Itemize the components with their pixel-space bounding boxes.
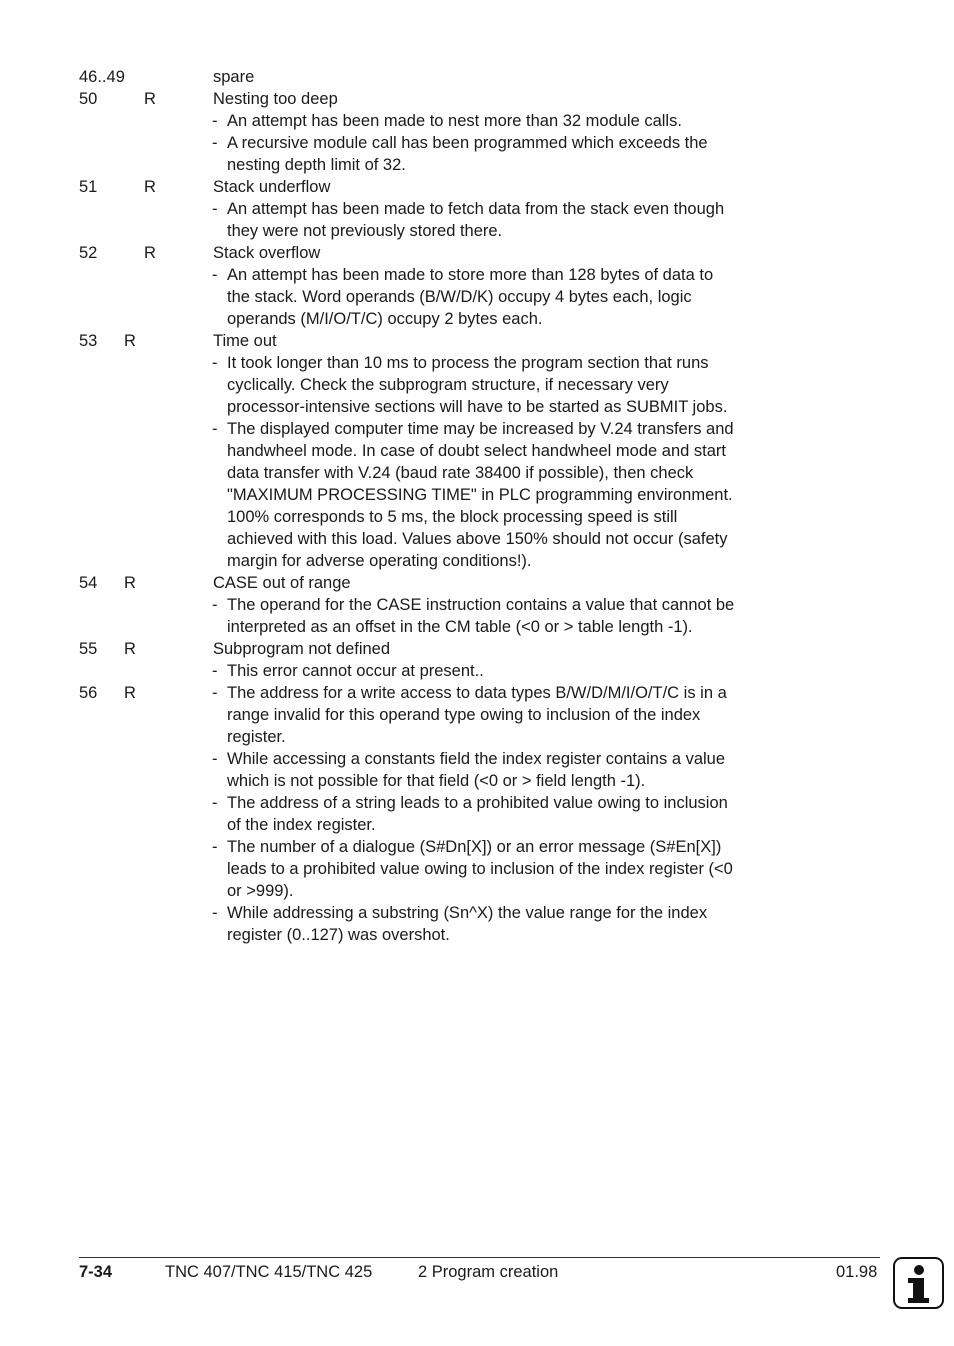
entry-text-row (0, 528, 954, 550)
entry-text-row (0, 770, 954, 792)
bullet-text: achieved with this load. Values above 150% should not occur (safety (227, 530, 728, 548)
bullet-text: nesting depth limit of 32. (227, 156, 406, 174)
entry-text-row (0, 132, 954, 154)
info-icon (893, 1257, 944, 1309)
bullet-text: range invalid for this operand type owing to inclusion of the index (227, 706, 701, 724)
bullet-text: register (0..127) was overshot. (227, 926, 450, 944)
entry-text-row (0, 748, 954, 770)
bullet-dash: - (212, 112, 218, 130)
entry-title-row (0, 176, 954, 198)
bullet-text: operands (M/I/O/T/C) occupy 2 bytes each. (227, 310, 543, 328)
entry-text-row (0, 286, 954, 308)
error-code: 55 (79, 640, 98, 658)
bullet-text: The displayed computer time may be increased by V.24 transfers and (227, 420, 734, 438)
bullet-text: margin for adverse operating conditions!). (227, 552, 532, 570)
entry-title-row (0, 330, 954, 352)
bullet-text: An attempt has been made to nest more than 32 module calls. (227, 112, 682, 130)
bullet-text: The address of a string leads to a prohibited value owing to inclusion (227, 794, 728, 812)
entry-text-row (0, 814, 954, 836)
bullet-dash: - (212, 266, 218, 284)
entry-title-row (0, 88, 954, 110)
entry-title-row (0, 242, 954, 264)
bullet-dash: - (212, 684, 218, 702)
bullet-dash: - (212, 662, 218, 680)
error-code: 54 (79, 574, 98, 592)
error-flag: R (124, 640, 136, 658)
edition-date: 01.98 (836, 1263, 878, 1281)
entry-title-row (0, 66, 954, 88)
error-code: 50 (79, 90, 98, 108)
bullet-text: The operand for the CASE instruction contains a value that cannot be (227, 596, 735, 614)
bullet-dash: - (212, 420, 218, 438)
bullet-text: The number of a dialogue (S#Dn[X]) or an error message (S#En[X]) (227, 838, 722, 856)
chapter-title: 2 Program creation (418, 1263, 559, 1281)
error-flag: R (144, 90, 156, 108)
bullet-text: processor-intensive sections will have to be started as SUBMIT jobs. (227, 398, 728, 416)
entry-text-row (0, 924, 954, 946)
bullet-dash: - (212, 904, 218, 922)
manual-model: TNC 407/TNC 415/TNC 425 (165, 1263, 373, 1281)
entry-text-row (0, 462, 954, 484)
entry-text-row (0, 550, 954, 572)
bullet-text: 100% corresponds to 5 ms, the block processing speed is still (227, 508, 678, 526)
error-flag: R (124, 574, 136, 592)
bullet-dash: - (212, 838, 218, 856)
entry-text-row (0, 506, 954, 528)
error-title: Subprogram not defined (213, 640, 391, 658)
bullet-text: While accessing a constants field the index register contains a value (227, 750, 726, 768)
bullet-dash: - (212, 794, 218, 812)
entry-text-row (0, 110, 954, 132)
bullet-text: register. (227, 728, 286, 746)
entry-text-row (0, 704, 954, 726)
entry-text-row (0, 154, 954, 176)
bullet-dash: - (212, 134, 218, 152)
entry-text-row (0, 374, 954, 396)
bullet-text: An attempt has been made to fetch data from the stack even though (227, 200, 725, 218)
entry-text-row (0, 660, 954, 682)
bullet-text: A recursive module call has been programmed which exceeds the (227, 134, 708, 152)
page-number: 7-34 (79, 1263, 113, 1281)
bullet-text: interpreted as an offset in the CM table (<0 or > table length -1). (227, 618, 693, 636)
entry-text-row (0, 264, 954, 286)
error-title: CASE out of range (213, 574, 351, 592)
entry-text-row (0, 396, 954, 418)
entry-text-row (0, 902, 954, 924)
entry-text-row (0, 616, 954, 638)
error-table (0, 66, 954, 946)
error-title: Stack overflow (213, 244, 321, 262)
entry-text-row (0, 440, 954, 462)
bullet-text: data transfer with V.24 (baud rate 38400 if possible), then check (227, 464, 694, 482)
bullet-text: which is not possible for that field (<0 or > field length -1). (227, 772, 646, 790)
entry-text-row (0, 682, 954, 704)
bullet-text: the stack. Word operands (B/W/D/K) occupy 4 bytes each, logic (227, 288, 692, 306)
bullet-text: they were not previously stored there. (227, 222, 503, 240)
entry-text-row (0, 418, 954, 440)
bullet-text: It took longer than 10 ms to process the program section that runs (227, 354, 709, 372)
entry-text-row (0, 484, 954, 506)
bullet-dash: - (212, 354, 218, 372)
bullet-text: leads to a prohibited value owing to inclusion of the index register (<0 (227, 860, 733, 878)
entry-text-row (0, 594, 954, 616)
bullet-dash: - (212, 200, 218, 218)
bullet-text: cyclically. Check the subprogram structure, if necessary very (227, 376, 669, 394)
bullet-text: handwheel mode. In case of doubt select handwheel mode and start (227, 442, 726, 460)
entry-text-row (0, 352, 954, 374)
error-code: 46..49 (79, 68, 125, 86)
bullet-text: The address for a write access to data types B/W/D/M/I/O/T/C is in a (227, 684, 727, 702)
error-title: spare (213, 68, 255, 86)
bullet-text: or >999). (227, 882, 294, 900)
bullet-text: This error cannot occur at present.. (227, 662, 484, 680)
error-flag: R (124, 684, 136, 702)
entry-text-row (0, 858, 954, 880)
error-flag: R (124, 332, 136, 350)
error-title: Stack underflow (213, 178, 331, 196)
footer-rule (79, 1257, 880, 1258)
bullet-text: of the index register. (227, 816, 376, 834)
bullet-dash: - (212, 750, 218, 768)
entry-text-row (0, 308, 954, 330)
entry-title-row (0, 572, 954, 594)
error-code: 53 (79, 332, 98, 350)
error-title: Time out (213, 332, 277, 350)
error-flag: R (144, 244, 156, 262)
entry-title-row (0, 638, 954, 660)
entry-text-row (0, 220, 954, 242)
entry-text-row (0, 836, 954, 858)
error-code: 52 (79, 244, 98, 262)
entry-text-row (0, 880, 954, 902)
entry-text-row (0, 792, 954, 814)
bullet-text: While addressing a substring (Sn^X) the value range for the index (227, 904, 708, 922)
bullet-text: An attempt has been made to store more than 128 bytes of data to (227, 266, 714, 284)
error-code: 51 (79, 178, 98, 196)
error-title: Nesting too deep (213, 90, 338, 108)
error-code: 56 (79, 684, 98, 702)
entry-text-row (0, 198, 954, 220)
error-flag: R (144, 178, 156, 196)
bullet-dash: - (212, 596, 218, 614)
bullet-text: "MAXIMUM PROCESSING TIME" in PLC programming environment. (227, 486, 733, 504)
entry-text-row (0, 726, 954, 748)
